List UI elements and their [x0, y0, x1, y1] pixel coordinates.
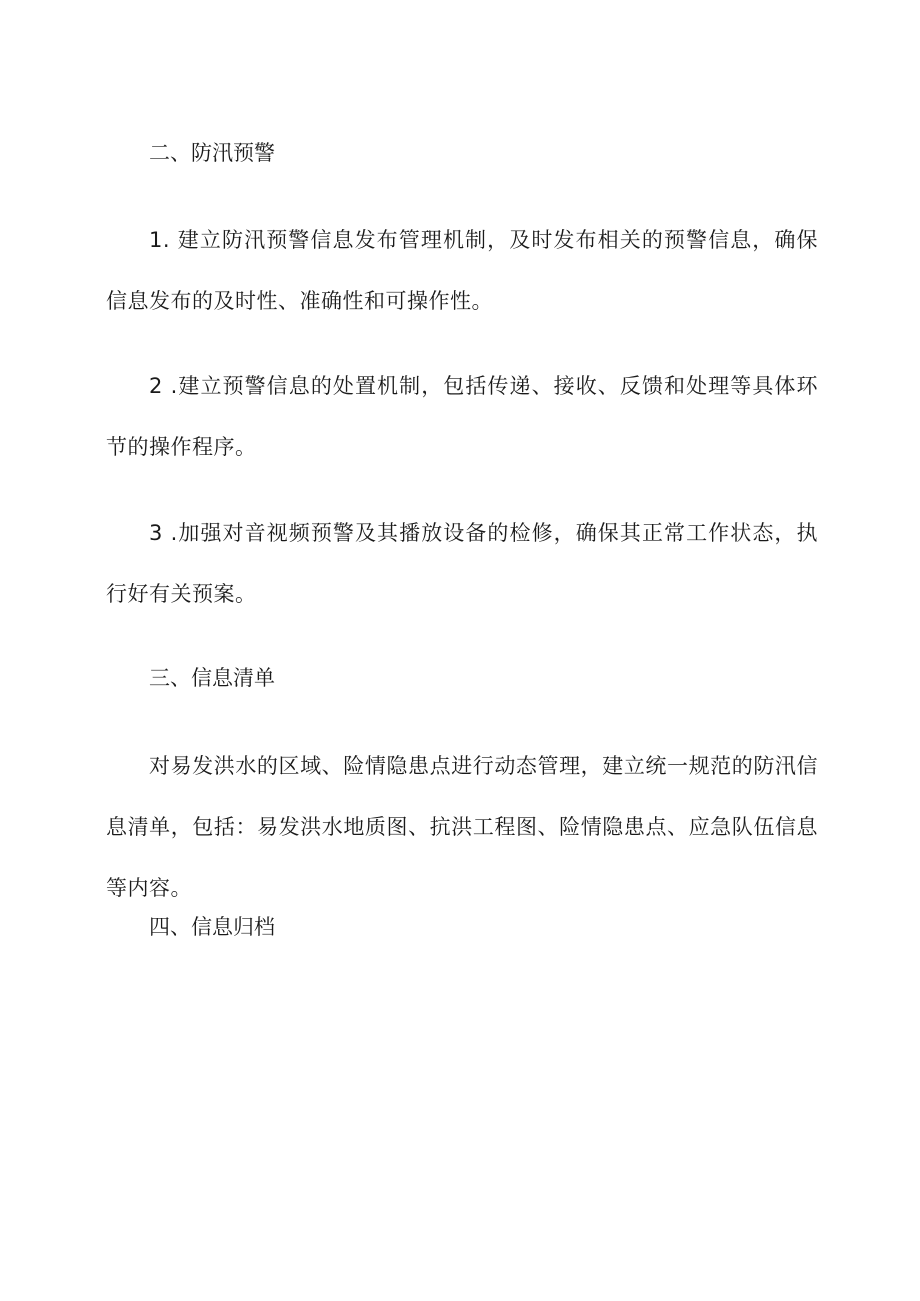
paragraph-info-list: 对易发洪水的区域、险情隐患点进行动态管理，建立统一规范的防汛信息清单，包括：易发洪水地质图、抗洪工程图、险情隐患点、应急队伍信息等内容。 [106, 754, 818, 900]
paragraph-warning-handling: 2 .建立预警信息的处置机制，包括传递、接收、反馈和处理等具体环节的操作程序。 [106, 374, 818, 459]
paragraph-equipment-maintenance: 3 .加强对音视频预警及其播放设备的检修，确保其正常工作状态，执行好有关预案。 [106, 521, 818, 606]
section-heading-info-archive: 四、信息归档 [149, 915, 275, 939]
section-heading-flood-warning: 二、防汛预警 [149, 141, 275, 165]
paragraph-warning-release: 1. 建立防汛预警信息发布管理机制，及时发布相关的预警信息，确保信息发布的及时性、准确性和可操作性。 [106, 228, 818, 313]
section-heading-info-list: 三、信息清单 [149, 666, 275, 690]
